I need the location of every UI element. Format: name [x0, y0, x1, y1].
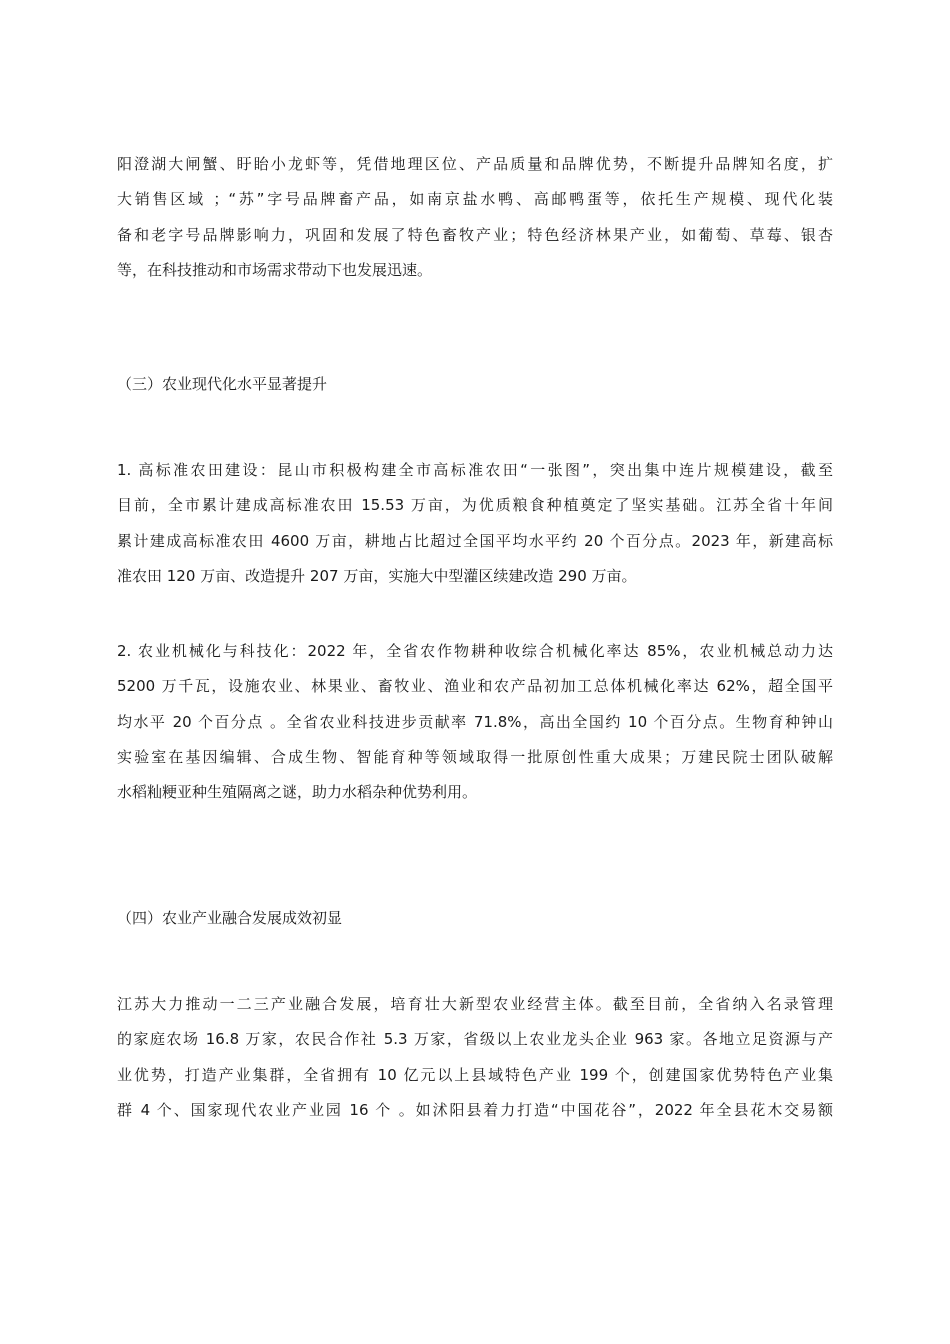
- paragraph-line: 累计建成高标准农田 4600 万亩，耕地占比超过全国平均水平约 20 个百分点。2023 年，新建高标: [117, 531, 833, 550]
- paragraph-line: 江苏大力推动一二三产业融合发展，培育壮大新型农业经营主体。截至目前，全省纳入名录管理: [117, 995, 833, 1013]
- paragraph-line: 1. 高标准农田建设：昆山市积极构建全市高标准农田“一张图”，突出集中连片规模建设，截至: [117, 461, 833, 479]
- paragraph-agri-brands: [117, 147, 833, 288]
- paragraph-high-standard-farmland: [117, 453, 833, 594]
- paragraph-line: 业优势，打造产业集群，全省拥有 10 亿元以上县域特色产业 199 个，创建国家优势特色产业集: [117, 1065, 833, 1084]
- section-heading-3: （三）农业现代化水平显著提升: [117, 375, 328, 393]
- paragraph-line: 备和老字号品牌影响力，巩固和发展了特色畜牧产业；特色经济林果产业，如葡萄、草莓、银杏: [117, 225, 833, 244]
- paragraph-mechanization: [117, 634, 833, 810]
- paragraph-line: 准农田 120 万亩、改造提升 207 万亩，实施大中型灌区续建改造 290 万亩。: [117, 566, 637, 585]
- paragraph-line: 2. 农业机械化与科技化：2022 年，全省农作物耕种收综合机械化率达 85%，农业机械总动力达: [117, 642, 833, 660]
- section-heading-4: （四）农业产业融合发展成效初显: [117, 909, 343, 927]
- paragraph-line: 5200 万千瓦，设施农业、林果业、畜牧业、渔业和农产品初加工总体机械化率达 62%，超全国平: [117, 677, 833, 696]
- paragraph-industry-integration: [117, 987, 833, 1128]
- paragraph-line: 实验室在基因编辑、合成生物、智能育种等领域取得一批原创性重大成果；万建民院士团队破解: [117, 747, 833, 766]
- paragraph-line: 阳澄湖大闸蟹、盱眙小龙虾等，凭借地理区位、产品质量和品牌优势，不断提升品牌知名度，扩: [117, 155, 833, 173]
- paragraph-line: 等，在科技推动和市场需求带动下也发展迅速。: [117, 260, 433, 279]
- paragraph-line: 目前，全市累计建成高标准农田 15.53 万亩，为优质粮食种植奠定了坚实基础。江苏全省十年间: [117, 496, 833, 515]
- paragraph-line: 水稻籼粳亚种生殖隔离之谜，助力水稻杂种优势利用。: [117, 783, 478, 802]
- paragraph-line: 均水平 20 个百分点 。全省农业科技进步贡献率 71.8%，高出全国约 10 个百分点。生物育种钟山: [117, 712, 833, 731]
- paragraph-line: 群 4 个、国家现代农业产业园 16 个 。如沭阳县着力打造“中国花谷”，2022 年全县花木交易额: [117, 1100, 833, 1119]
- paragraph-line: 的家庭农场 16.8 万家，农民合作社 5.3 万家，省级以上农业龙头企业 963 家。各地立足资源与产: [117, 1030, 833, 1049]
- paragraph-line: 大销售区域 ；“苏”字号品牌畜产品，如南京盐水鸭、高邮鸭蛋等，依托生产规模、现代化装: [117, 190, 833, 209]
